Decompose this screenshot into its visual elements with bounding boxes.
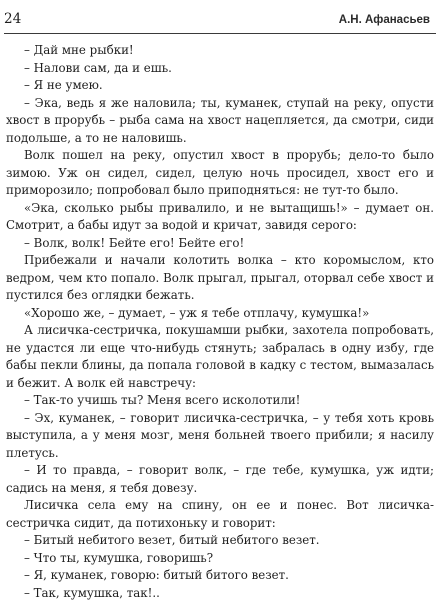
paragraph: А лисичка-сестричка, покушамши рыбки, захотела попробовать, не удастся ли еще что-нибудь стянуть; забралась в одну избу, где бабы пекли блины, да попала головой в кадку с тестом, вымазалась и бежит. А волк ей навстречу:	[6, 323, 434, 390]
paragraph: Прибежали и начали колотить волка – кто коромыслом, кто ведром, чем кто попало. Волк прыгал, прыгал, оторвал себе хвост и пустился без оглядки бежать.	[6, 253, 434, 302]
paragraph: – Эх, куманек, – говорит лисичка-сестричка, – у тебя хоть кровь выступила, а у меня мозг, меня больней твоего прибили; я насилу плетусь.	[6, 410, 434, 460]
paragraph: «Хорошо же, – думает, – уж я тебе отплачу, кумушка!»	[24, 305, 370, 320]
paragraph: – И то правда, – говорит волк, – где тебе, кумушка, уж идти; садись на меня, я тебя довезу.	[6, 463, 434, 495]
paragraph: «Эка, сколько рыбы привалило, и не вытащишь!» – думает он. Смотрит, а бабы идут за водой и кричат, завидя серого:	[6, 200, 434, 232]
paragraph: – Что ты, кумушка, говоришь?	[24, 550, 214, 565]
paragraph: – Я, куманек, говорю: битый битого везет.	[24, 568, 289, 582]
paragraph: – Дай мне рыбки!	[24, 43, 134, 57]
paragraph: – Я не умею.	[24, 78, 103, 92]
paragraph: – Налови сам, да и ешь.	[24, 60, 172, 75]
page-header	[4, 11, 430, 31]
paragraph: Лисичка села ему на спину, он ее и понес. Вот лисичка-сестричка сидит, да потихоньку и говорит:	[6, 498, 434, 530]
paragraph: – Битый небитого везет, битый небитого везет.	[24, 533, 320, 547]
paragraph: – Волк, волк! Бейте его! Бейте его!	[24, 235, 245, 250]
running-head-author: А.Н. Афанасьев	[338, 14, 430, 26]
body-text	[6, 42, 434, 602]
paragraph: Волк пошел на реку, опустил хвост в прорубь; дело-то было зимою. Уж он сидел, сидел, целую ночь просидел, хвост его и приморозило; попробовал было приподняться: не тут-то было.	[6, 148, 434, 197]
paragraph: – Эка, ведь я же наловила; ты, куманек, ступай на реку, опусти хвост в прорубь – рыба сама на хвост нацепляется, да смотри, сиди подольше, а то не наловишь.	[6, 95, 434, 145]
paragraph: – Так-то учишь ты? Меня всего исколотили!	[24, 393, 301, 407]
header-rule	[4, 33, 436, 34]
page-number: 24	[4, 11, 22, 27]
paragraph: – Так, кумушка, так!..	[24, 585, 160, 600]
